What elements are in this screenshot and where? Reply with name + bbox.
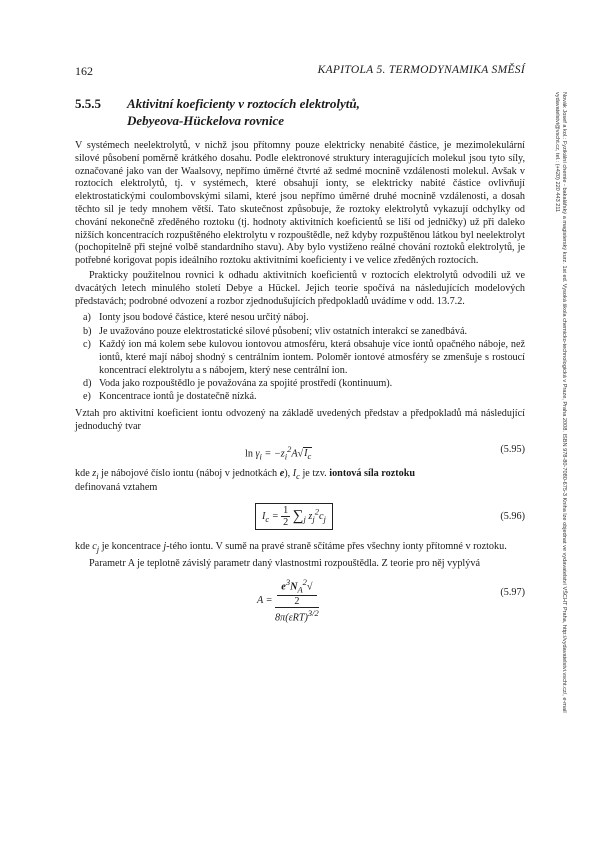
section-heading bbox=[75, 95, 515, 129]
paragraph-1: V systémech neelektrolytů, v nichž jsou přítomny pouze elektricky nenabité částice, je mezimolekulární silové působení poměrně krátkého dosahu. Podle elektronové struktury interagujících molekul jsou tyto síly, označované jako van der Waalsovy, nepřímo úměrné čtvrté až sedmé mocnině vzdálenosti molekul. Avšak v roztocích elektrolytů, tj. v systémech, které obsahují ionty, se elektricky nabité částice ovlivňují elektrostatickými coulombovskými silami, které jsou nepřímo úměrné druhé mocnině vzdálenosti, a dosah těchto sil je tedy mnohem větší. Tato skutečnost způsobuje, že roztoky elektrolytů vykazují odchylky od chování nekonečně zředěného roztoku (tj. hodnoty aktivitních koeficientů se liší od jedničky) už při daleko nižších koncentracích rozpuštěného elektrolytu v rozpouštědle, než kdyby rozpuštěnou látkou byl neelektrolyt (pochopitelně při stejné volbě standardního stavu). Aby bylo vystiženo reálné chování roztoků elektrolytů, je potřebné korigovat popis ideálního roztoku aktivitními koeficienty i ve velice zředěných roztocích. bbox=[75, 140, 525, 267]
section-number: 5.5.5 bbox=[75, 96, 101, 111]
running-head: KAPITOLA 5. TERMODYNAMIKA SMĚSÍ bbox=[317, 64, 525, 76]
paragraph-6: Parametr A je teplotně závislý parametr daný vlastnostmi rozpouštědla. Z teorie pro něj vyplývá bbox=[89, 557, 480, 569]
equation-number: (5.97) bbox=[500, 586, 525, 598]
body-text bbox=[75, 140, 525, 624]
paragraph-5: kde $c_j$ je koncentrace j-tého iontu. V sumě na pravé straně sčítáme přes všechny ionty přítomné v roztoku. bbox=[75, 541, 507, 555]
list-item: c) Každý ion má kolem sebe kulovou iontovou atmosféru, která obsahuje více iontů opačného náboje, než iontů, které mají náboj shodný s centrálním iontem. Poloměr iontové atmosféry se zmenšuje s rostoucí koncentrací elektrolytu a s nábojem, který nese centrální ion. bbox=[83, 338, 525, 376]
paragraph-4: kde $z_i$ je nábojové číslo iontu (náboj v jednotkách e), $I_c$ je tzv. iontová síla roztoku definovaná vztahem bbox=[75, 467, 416, 494]
section-title-line2: Debyeova-Hückelova rovnice bbox=[127, 113, 285, 128]
assumption-list bbox=[75, 312, 525, 404]
list-item: d) Voda jako rozpouštědlo je považována za spojité prostředí (kontinuum). bbox=[83, 377, 393, 389]
list-item: a) Ionty jsou bodové částice, které nesou určitý náboj. bbox=[83, 312, 309, 324]
section-title-line1: Aktivitní koeficienty v roztocích elektrolytů, bbox=[127, 96, 360, 111]
equation-number: (5.96) bbox=[500, 511, 525, 523]
list-item: e) Koncentrace iontů je dostatečně nízká. bbox=[83, 391, 257, 403]
equation-5-96 bbox=[75, 501, 525, 535]
equation-5-97 bbox=[75, 576, 525, 624]
equation-formula: $\ln \gamma_i = -z_i^2A√I_c$ bbox=[245, 443, 312, 461]
equation-number: (5.95) bbox=[500, 443, 525, 455]
paragraph-3: Vztah pro aktivitní koeficient iontu odvozený na základě uvedených představ a předpokladů má následující jednoduchý tvar bbox=[75, 407, 525, 432]
side-note: Novák Josef a kol.: Fyzikální chemie - bakalářský a magisterský kurz. 1st ed. Vysoká škola chemicko-technologická v Praze, Praha 2008. ISBN 978-80-7080-675-3 Kniha lze objednat ve vydavatelství VŠCHT Praha, http://vydavatelstvi.vscht.cz/, e-mail vydavatelstvi@vscht.cz, tel.: (+420) 220 443 211 bbox=[554, 92, 567, 713]
list-item: b) Je uvažováno pouze elektrostatické silové působení; vliv ostatních interakcí se zanedbává. bbox=[83, 325, 468, 337]
paragraph-2: Prakticky použitelnou rovnici k odhadu aktivitních koeficientů v roztocích elektrolytů odvodili už ve dvacátých letech minulého století Debye a Hückel. Jejich teorie spočívá na následujících modelových představách; podrobné odvození a rozbor zjednodušujících předpokladů uvádíme v odd. 13.7.2. bbox=[75, 269, 525, 307]
equation-formula: $I_c$ = $\frac{1}{2}$ $\sum_j$ $z_j^2c_j$ bbox=[255, 503, 333, 530]
equation-formula: A = $e^3N_A^2√$ 2 $8\pi(\varepsilon RT)^{3/2}$ bbox=[257, 576, 319, 624]
equation-5-95 bbox=[75, 440, 525, 462]
page-number: 162 bbox=[75, 64, 93, 78]
